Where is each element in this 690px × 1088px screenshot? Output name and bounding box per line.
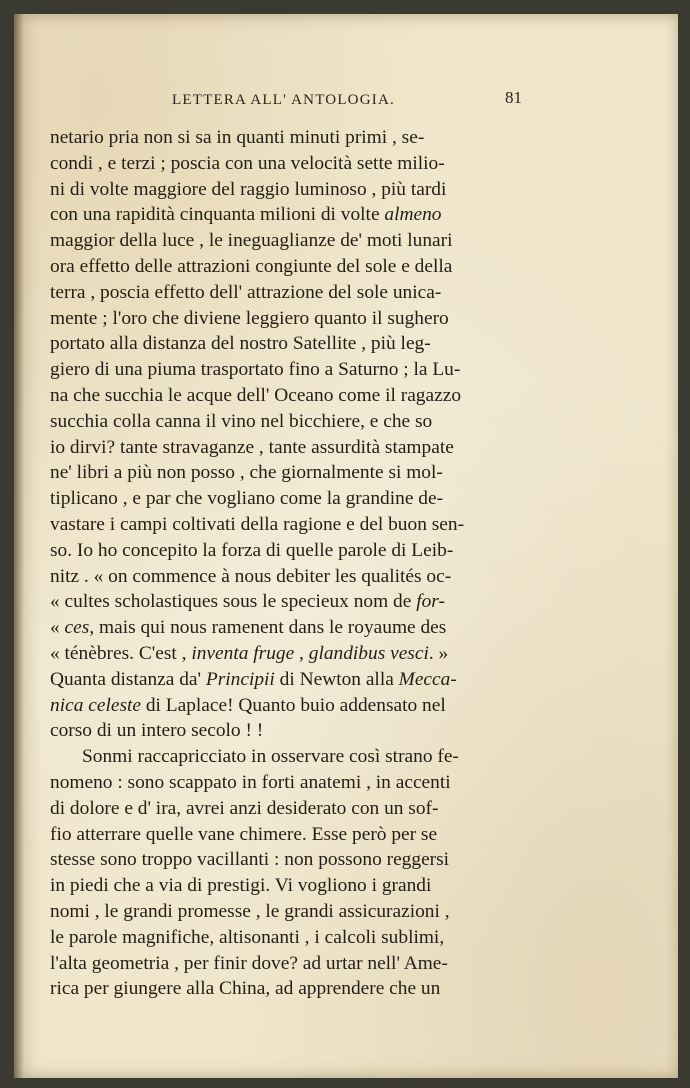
text-line [50,331,570,357]
text-segment: nomeno : sono scappato in forti anatemi , in accenti [50,771,451,793]
text-segment: mente ; l'oro che diviene leggiero quanto il sughero [50,307,449,329]
text-segment: le parole magnifiche, altisonanti , i calcoli sublimi, [50,926,445,948]
text-segment: condi , e terzi ; poscia con una velocità sette milio- [50,152,445,174]
italic-text: ces [64,617,90,639]
text-segment: , mais qui nous ramenent dans le royaume des [89,617,447,639]
text-segment: terra , poscia effetto dell' attrazione del sole unica- [50,281,442,303]
text-line [50,512,570,538]
text-line [50,228,570,254]
text-line [50,460,570,486]
text-line [50,435,570,461]
text-line [50,589,570,615]
italic-text: Mecca- [398,668,457,690]
text-line [50,357,570,383]
text-segment: so. Io ho concepito la forza di quelle parole di Leib- [50,539,454,561]
text-line [50,125,570,151]
italic-text: Principii [205,668,275,690]
text-segment: na che succhia le acque dell' Oceano come il ragazzo [50,384,462,406]
text-line [50,847,570,873]
text-segment: con una rapidità cinquanta milioni di volte [50,204,385,226]
text-line [50,770,570,796]
text-line [50,796,570,822]
text-segment: maggior della luce , le ineguaglianze de' moti lunari [50,230,453,252]
text-line [50,899,570,925]
text-segment: « ténèbres. C'est , [50,642,192,664]
text-segment: di Newton alla [274,668,399,690]
text-line [50,280,570,306]
text-line [50,538,570,564]
text-line [50,202,570,228]
text-segment: . » [428,642,449,664]
running-title: LETTERA ALL' ANTOLOGIA. [172,92,395,108]
text-line [50,254,570,280]
text-segment: fio atterrare quelle vane chimere. Esse però per se [50,823,438,845]
text-segment: corso di un intero secolo ! ! [50,720,264,742]
text-segment: rica per giungere alla China, ad apprendere che un [50,978,441,1000]
text-segment: Quanta distanza da' [50,668,206,690]
text-segment: nomi , le grandi promesse , le grandi assicurazioni , [50,900,450,922]
text-segment: « cultes scholastiques sous le specieux nom de [50,591,417,613]
text-line [50,873,570,899]
text-line [50,744,570,770]
page-gutter-shadow [14,14,24,1078]
text-segment: di dolore e d' ira, avrei anzi desiderato con un sof- [50,797,439,819]
text-line [50,951,570,977]
running-head [0,88,690,122]
text-segment: stesse sono troppo vacillanti : non possono reggersi [50,849,450,871]
italic-text: inventa fruge , glandibus vesci [191,642,429,664]
text-line [50,409,570,435]
text-segment: succhia colla canna il vino nel bicchiere, e che so [50,410,433,432]
text-line [50,486,570,512]
italic-text: for- [416,591,445,613]
text-line [50,667,570,693]
text-segment: l'alta geometria , per finir dove? ad urtar nell' Ame- [50,952,448,974]
text-line [50,151,570,177]
italic-text: almeno [384,204,442,226]
text-segment: portato alla distanza del nostro Satellite , più leg- [50,333,431,355]
text-segment: giero di una piuma trasportato fino a Saturno ; la Lu- [50,359,461,381]
text-line [50,615,570,641]
text-line [50,564,570,590]
text-segment: ni di volte maggiore del raggio luminoso , più tardi [50,178,447,200]
text-line [50,306,570,332]
italic-text: nica celeste [50,694,141,716]
text-segment: ora effetto delle attrazioni congiunte del sole e della [50,255,453,277]
text-line [50,693,570,719]
text-line [50,822,570,848]
text-line [50,976,570,1002]
text-segment: di Laplace! Quanto buio addensato nel [140,694,446,716]
text-segment: vastare i campi coltivati della ragione e del buon sen- [50,513,465,535]
text-line [50,383,570,409]
text-segment: in piedi che a via di prestigi. Vi vogliono i grandi [50,875,432,897]
text-line [50,177,570,203]
text-line [50,925,570,951]
text-segment: Sonmi raccapricciato in osservare così strano fe- [82,746,459,768]
text-segment: io dirvi? tante stravaganze , tante assurdità stampate [50,436,454,458]
page-number: 81 [505,88,522,107]
text-line [50,641,570,667]
text-segment: « [50,617,65,639]
text-segment: nitz . « on commence à nous debiter les qualités oc- [50,565,452,587]
text-line [50,718,570,744]
text-segment: tiplicano , e par che vogliano come la grandine de- [50,488,444,510]
text-segment: netario pria non si sa in quanti minuti primi , se- [50,127,425,148]
body-text [50,125,570,1002]
text-segment: ne' libri a più non posso , che giornalmente si mol- [50,462,443,484]
